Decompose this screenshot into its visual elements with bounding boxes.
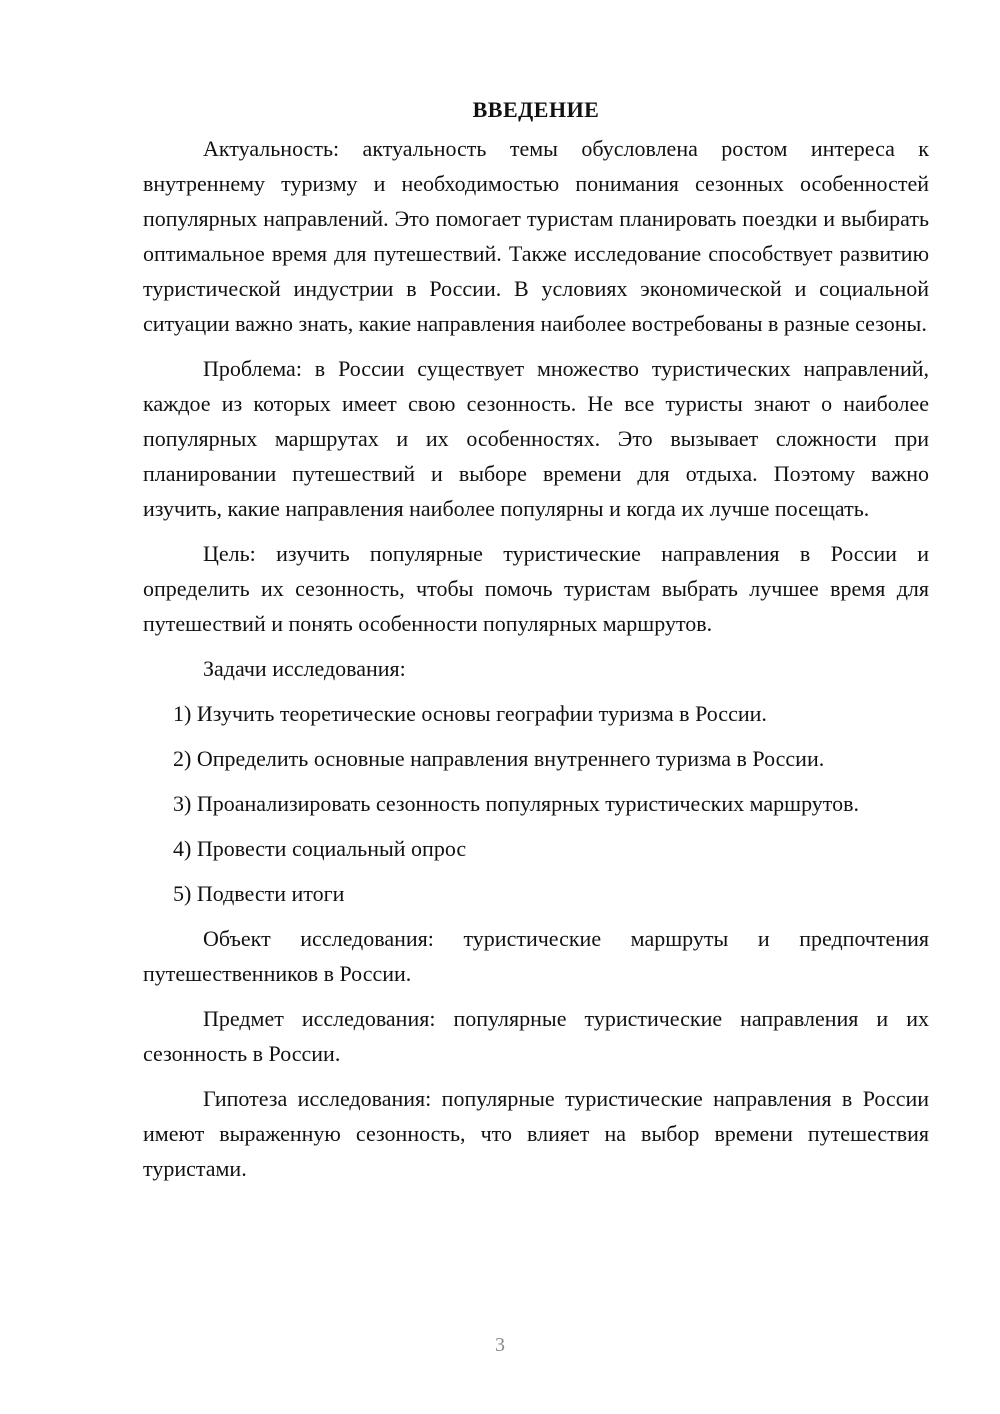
- task-item-4: 4) Провести социальный опрос: [173, 836, 467, 861]
- tasks-heading: Задачи исследования:: [203, 656, 406, 681]
- paragraph-problem: Проблема: в России существует множество туристических направлений, каждое из которых имеет свою сезонность. Не все туристы знают о наиболее популярных маршрутах и их особенностях. Это вызывает сложности при планировании путешествий и выборе времени для отдыха. Поэтому важно изучить, какие направления наиболее популярны и когда их лучше посещать.: [143, 356, 929, 521]
- task-item-1: 1) Изучить теоретические основы географии туризма в России.: [173, 701, 767, 726]
- paragraph-goal: Цель: изучить популярные туристические направления в России и определить их сезонность, чтобы помочь туристам выбрать лучшее время для путешествий и понять особенности популярных маршрутов.: [143, 541, 929, 636]
- task-item-3: 3) Проанализировать сезонность популярных туристических маршрутов.: [173, 791, 859, 816]
- paragraph-subject: Предмет исследования: популярные туристические направления и их сезонность в России.: [143, 1006, 929, 1066]
- paragraph-relevance: Актуальность: актуальность темы обусловлена ростом интереса к внутреннему туризму и необходимостью понимания сезонных особенностей популярных направлений. Это помогает туристам планировать поездки и выбирать оптимальное время для путешествий. Также исследование способствует развитию туристической индустрии в России. В условиях экономической и социальной ситуации важно знать, какие направления наиболее востребованы в разные сезоны.: [143, 136, 929, 336]
- page-title: ВВЕДЕНИЕ: [472, 97, 600, 122]
- paragraph-hypothesis: Гипотеза исследования: популярные туристические направления в России имеют выраженную сезонность, что влияет на выбор времени путешествия туристами.: [143, 1086, 929, 1181]
- page-content: [143, 92, 929, 1196]
- paragraph-object: Объект исследования: туристические маршруты и предпочтения путешественников в России.: [143, 926, 929, 986]
- task-item-5: 5) Подвести итоги: [173, 881, 345, 906]
- task-item-2: 2) Определить основные направления внутреннего туризма в России.: [173, 746, 825, 771]
- page-number: 3: [495, 1334, 505, 1356]
